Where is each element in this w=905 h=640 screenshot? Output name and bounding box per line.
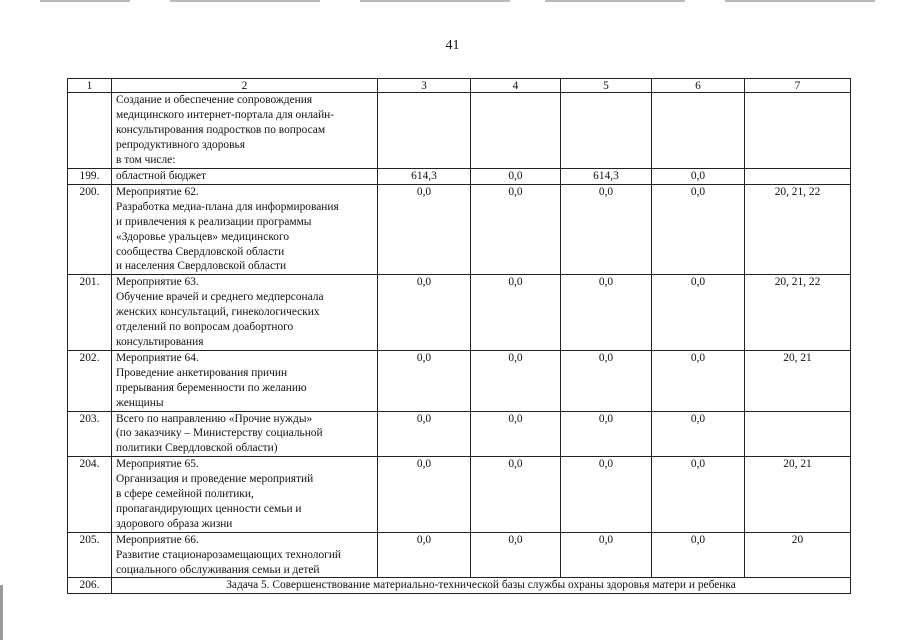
value-col4: 0,0 (471, 457, 561, 533)
row-number: 205. (68, 532, 112, 578)
row-description: Мероприятие 62. Разработка медиа-плана для информирования и привлечения к реализации программы «Здоровье уральцев» медицинского сообщества Свердловской области и населения Свердловской области (112, 184, 378, 274)
target-indicators (745, 93, 851, 169)
target-indicators: 20, 21, 22 (745, 184, 851, 274)
value-col3: 0,0 (378, 411, 471, 457)
value-col5 (561, 93, 652, 169)
value-col3: 0,0 (378, 457, 471, 533)
column-header: 5 (561, 79, 652, 93)
value-col4: 0,0 (471, 411, 561, 457)
value-col5: 0,0 (561, 532, 652, 578)
value-col6: 0,0 (652, 411, 745, 457)
row-description: Всего по направлению «Прочие нужды» (по заказчику – Министерству социальной политики Свердловской области) (112, 411, 378, 457)
target-indicators: 20 (745, 532, 851, 578)
column-header: 2 (112, 79, 378, 93)
task-title: Задача 5. Совершенствование материально-технической базы службы охраны здоровья матери и ребенка (112, 578, 851, 594)
value-col5: 0,0 (561, 275, 652, 351)
column-header: 6 (652, 79, 745, 93)
row-number: 202. (68, 350, 112, 411)
task-row (68, 578, 851, 594)
column-header: 1 (68, 79, 112, 93)
value-col3: 0,0 (378, 275, 471, 351)
row-description: Мероприятие 64. Проведение анкетирования причин прерывания беременности по желанию женщины (112, 350, 378, 411)
value-col6: 0,0 (652, 169, 745, 185)
value-col6: 0,0 (652, 184, 745, 274)
value-col3: 0,0 (378, 532, 471, 578)
row-number: 204. (68, 457, 112, 533)
row-description: Создание и обеспечение сопровождения медицинского интернет-портала для онлайн- консультирования подростков по вопросам репродуктивного здоровья в том числе: (112, 93, 378, 169)
scan-edge-line (40, 0, 130, 2)
table-row (68, 532, 851, 578)
value-col4: 0,0 (471, 532, 561, 578)
value-col6: 0,0 (652, 532, 745, 578)
column-number-row (68, 79, 851, 93)
value-col6 (652, 93, 745, 169)
row-number: 200. (68, 184, 112, 274)
value-col4 (471, 93, 561, 169)
value-col3 (378, 93, 471, 169)
value-col4: 0,0 (471, 184, 561, 274)
row-description: Мероприятие 65. Организация и проведение мероприятий в сфере семейной политики, пропагандирующих ценности семьи и здорового образа жизни (112, 457, 378, 533)
row-description: Мероприятие 66. Развитие стационарозамещающих технологий социального обслуживания семьи и детей (112, 532, 378, 578)
value-col5: 0,0 (561, 350, 652, 411)
table-row (68, 350, 851, 411)
row-number (68, 93, 112, 169)
table-row (68, 457, 851, 533)
table-row (68, 411, 851, 457)
value-col6: 0,0 (652, 275, 745, 351)
value-col6: 0,0 (652, 350, 745, 411)
target-indicators: 20, 21 (745, 350, 851, 411)
row-number: 201. (68, 275, 112, 351)
scan-edge-line (360, 0, 510, 2)
scan-edge-line (545, 0, 685, 2)
value-col3: 614,3 (378, 169, 471, 185)
row-number: 203. (68, 411, 112, 457)
column-header: 7 (745, 79, 851, 93)
table-row (68, 184, 851, 274)
value-col5: 614,3 (561, 169, 652, 185)
target-indicators (745, 169, 851, 185)
value-col3: 0,0 (378, 350, 471, 411)
column-header: 4 (471, 79, 561, 93)
table-row (68, 275, 851, 351)
value-col3: 0,0 (378, 184, 471, 274)
column-header: 3 (378, 79, 471, 93)
value-col5: 0,0 (561, 457, 652, 533)
target-indicators (745, 411, 851, 457)
row-description: областной бюджет (112, 169, 378, 185)
value-col5: 0,0 (561, 411, 652, 457)
value-col4: 0,0 (471, 275, 561, 351)
table-row (68, 93, 851, 169)
value-col4: 0,0 (471, 169, 561, 185)
target-indicators: 20, 21, 22 (745, 275, 851, 351)
scan-edge-line (725, 0, 875, 2)
target-indicators: 20, 21 (745, 457, 851, 533)
table-row (68, 169, 851, 185)
value-col6: 0,0 (652, 457, 745, 533)
row-number: 206. (68, 578, 112, 594)
scan-edge-line (170, 0, 320, 2)
scan-margin-mark (0, 585, 3, 640)
row-description: Мероприятие 63. Обучение врачей и среднего медперсонала женских консультаций, гинекологических отделений по вопросам доабортного консультирования (112, 275, 378, 351)
row-number: 199. (68, 169, 112, 185)
value-col4: 0,0 (471, 350, 561, 411)
page-number: 41 (445, 38, 460, 53)
program-table (67, 78, 851, 594)
value-col5: 0,0 (561, 184, 652, 274)
